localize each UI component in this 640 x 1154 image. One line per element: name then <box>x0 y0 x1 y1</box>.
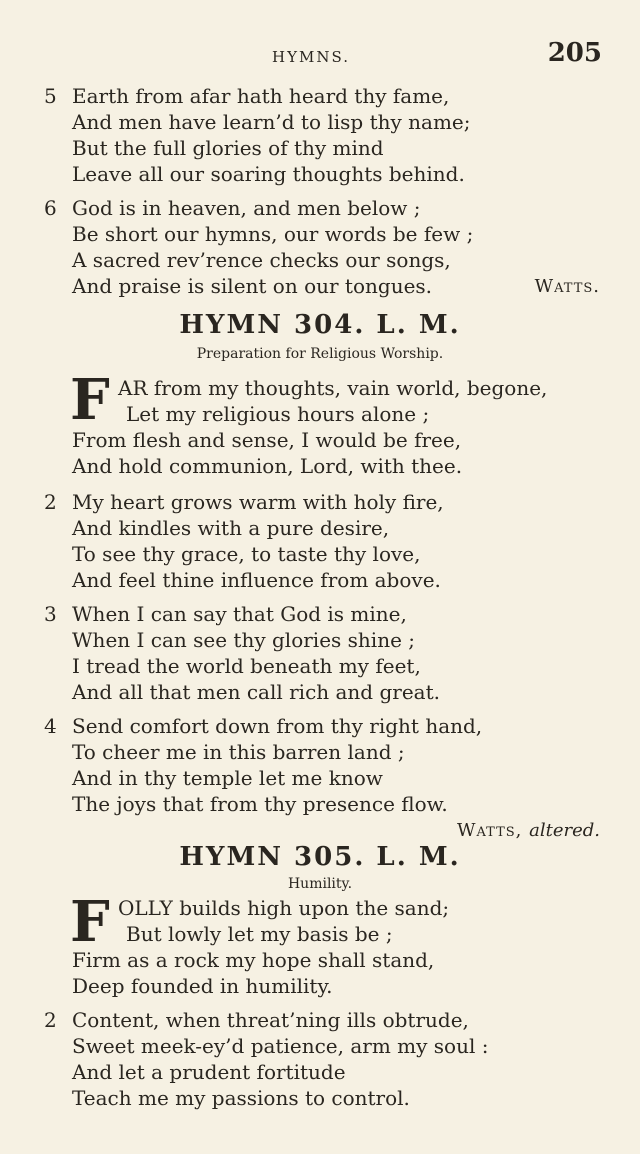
verse-line: Send comfort down from thy right hand, <box>72 714 483 738</box>
drop-cap: F <box>70 367 110 433</box>
verse-line: And men have learn’d to lisp thy name; <box>72 110 471 134</box>
verse-line: And all that men call rich and great. <box>72 680 440 704</box>
verse-line: To see thy grace, to taste thy love, <box>72 542 421 566</box>
signature-author: Watts, <box>457 820 523 841</box>
verse-line: And kindles with a pure desire, <box>72 516 390 540</box>
verse-line: Let my religious hours alone ; <box>126 402 430 426</box>
verse-line: Be short our hymns, our words be few ; <box>72 222 474 246</box>
verse-line: Teach me my passions to control. <box>72 1086 410 1110</box>
stanza-number: 6 <box>44 196 57 220</box>
verse-line: I tread the world beneath my feet, <box>72 654 421 678</box>
stanza-number: 2 <box>44 490 57 514</box>
author-signature: Watts. <box>534 276 600 297</box>
verse-line: And feel thine influence from above. <box>72 568 441 592</box>
verse-line: Sweet meek-ey’d patience, arm my soul : <box>72 1034 489 1058</box>
drop-cap: F <box>70 889 110 955</box>
stanza-number: 5 <box>44 84 57 108</box>
verse-line: And hold communion, Lord, with thee. <box>72 454 463 478</box>
verse-line: When I can see thy glories shine ; <box>72 628 416 652</box>
verse-line: OLLY builds high upon the sand; <box>118 896 450 920</box>
running-head <box>0 38 640 74</box>
verse-line: When I can say that God is mine, <box>72 602 407 626</box>
verse-line: A sacred rev’rence checks our songs, <box>72 248 451 272</box>
verse-line: And praise is silent on our tongues. <box>72 274 433 298</box>
verse-line: Leave all our soaring thoughts behind. <box>72 162 465 186</box>
signature-note: altered. <box>529 820 600 841</box>
verse-line: Deep founded in humility. <box>72 974 333 998</box>
stanza-number: 2 <box>44 1008 57 1032</box>
hymn-subtitle: Preparation for Religious Worship. <box>196 346 444 362</box>
verse-line: To cheer me in this barren land ; <box>72 740 405 764</box>
verse-line: God is in heaven, and men below ; <box>72 196 421 220</box>
verse-line: Content, when threat’ning ills obtrude, <box>72 1008 469 1032</box>
hymn-heading: HYMN 305. L. M. <box>179 842 461 872</box>
verse-line: My heart grows warm with holy fire, <box>72 490 444 514</box>
stanza-number: 3 <box>44 602 57 626</box>
verse-line: The joys that from thy presence flow. <box>72 792 448 816</box>
hymn-heading: HYMN 304. L. M. <box>179 310 461 340</box>
page-number: 205 <box>547 38 602 68</box>
verse-line: Firm as a rock my hope shall stand, <box>72 948 435 972</box>
running-title: HYMNS. <box>272 48 350 66</box>
author-signature <box>457 820 600 841</box>
verse-line: And in thy temple let me know <box>72 766 383 790</box>
verse-line: From flesh and sense, I would be free, <box>72 428 462 452</box>
verse-line: But lowly let my basis be ; <box>126 922 393 946</box>
hymn-subtitle: Humility. <box>287 876 353 892</box>
verse-line: But the full glories of thy mind <box>72 136 384 160</box>
verse-line: And let a prudent fortitude <box>72 1060 346 1084</box>
stanza-number: 4 <box>44 714 57 738</box>
verse-line: Earth from afar hath heard thy fame, <box>72 84 450 108</box>
verse-line: AR from my thoughts, vain world, begone, <box>118 376 548 400</box>
